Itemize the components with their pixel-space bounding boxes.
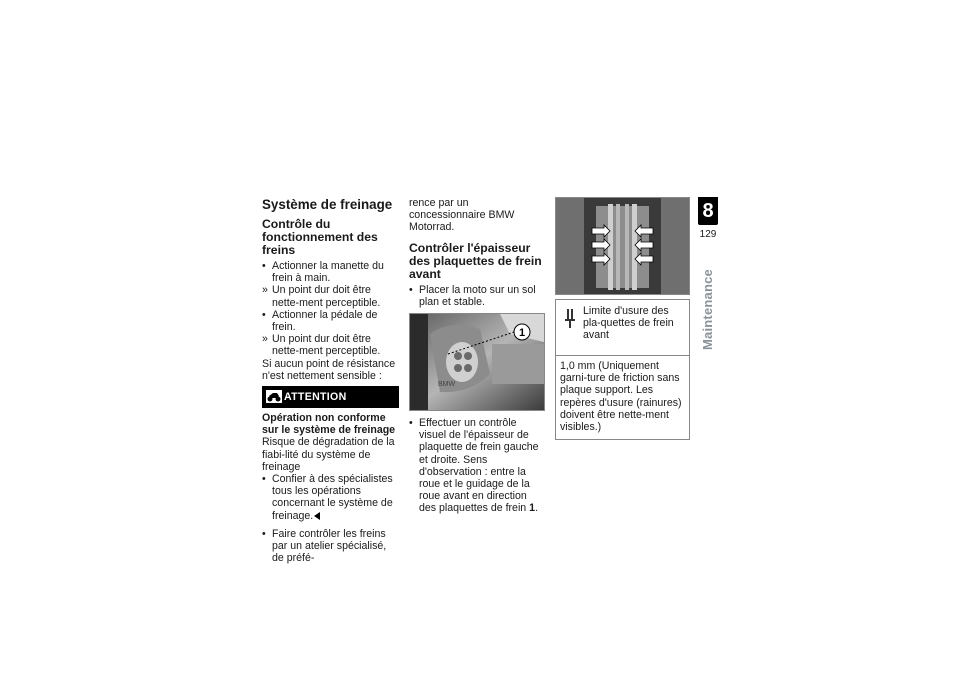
section-title: Système de freinage bbox=[262, 197, 393, 212]
list-item: • Actionner la pédale de frein. bbox=[262, 308, 378, 334]
note-text: Si aucun point de résistance n'est nettement sensible : bbox=[262, 357, 396, 382]
page-number: 129 bbox=[699, 229, 717, 240]
column-2 bbox=[409, 197, 545, 515]
list-item: • Confier à des spécialistes tous les opérations concernant le système de freinage. bbox=[262, 473, 393, 522]
list-item: • Faire contrôler les freins par un atelier spécialisé, de préfé- bbox=[262, 527, 387, 565]
column-3 bbox=[555, 197, 690, 440]
spec-value: 1,0 mm (Uniquement garni-ture de friction sans plaque support. Les repères d'usure (rainures) doivent être nette-ment visibles.) bbox=[560, 360, 682, 434]
photo-callout-label: 1 bbox=[518, 327, 526, 340]
spec-table bbox=[555, 299, 690, 440]
chapter-tab bbox=[698, 197, 718, 240]
list-item: • Actionner la manette du frein à main. bbox=[262, 260, 384, 285]
list-item: » Un point dur doit être nette-ment perceptible. bbox=[262, 333, 381, 358]
continued-text: rence par un concessionnaire BMW Motorrad. bbox=[409, 197, 515, 234]
spec-label-cell bbox=[556, 300, 689, 356]
column-1 bbox=[262, 197, 399, 564]
wrench-spec-icon bbox=[564, 309, 576, 329]
end-marker-icon bbox=[314, 512, 320, 520]
motorcycle-warning-icon bbox=[266, 390, 282, 403]
subsection-title: Contrôler l'épaisseur des plaquettes de frein avant bbox=[409, 240, 542, 281]
subsection-title: Contrôle du fonctionnement des freins bbox=[262, 217, 378, 257]
chapter-number: 8 bbox=[698, 197, 718, 225]
spec-label: Limite d'usure des pla-quettes de frein avant bbox=[583, 305, 674, 342]
warning-text: Risque de dégradation de la fiabi-lité du système de freinage bbox=[262, 436, 395, 473]
brake-pad-photo bbox=[555, 197, 690, 295]
list-item: • Placer la moto sur un sol plan et stable. bbox=[409, 283, 536, 308]
list-item: • Effectuer un contrôle visuel de l'épaisseur de plaquette de frein gauche et droite. Sens d'observation : entre la roue et le guidage de la roue avant en direction des plaquettes de frein 1. bbox=[409, 417, 539, 515]
section-name: Maintenance bbox=[700, 269, 715, 350]
svg-text:BMW: BMW bbox=[438, 381, 456, 389]
attention-label: ATTENTION bbox=[284, 391, 347, 404]
attention-banner bbox=[262, 386, 399, 408]
brake-caliper-photo bbox=[409, 313, 545, 411]
warning-title: Opération non conforme sur le système de freinage bbox=[262, 412, 396, 437]
list-item: » Un point dur doit être nette-ment perceptible. bbox=[262, 284, 381, 309]
